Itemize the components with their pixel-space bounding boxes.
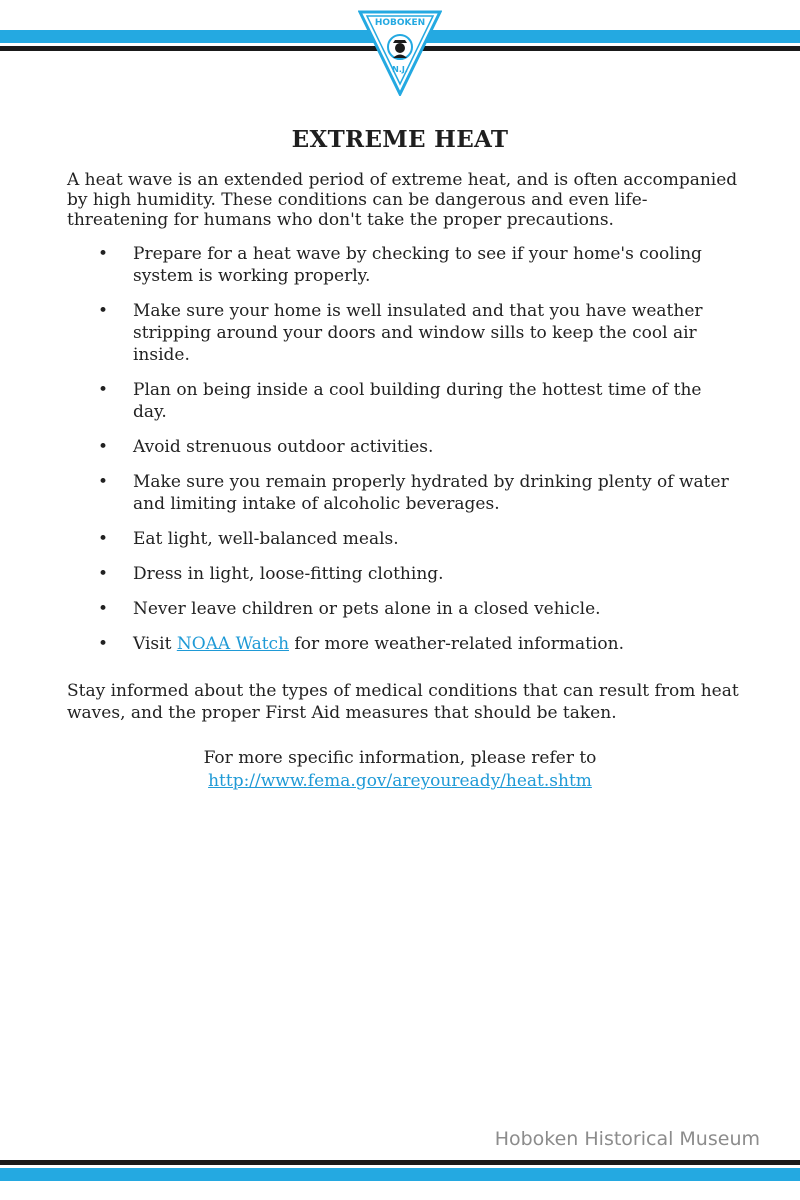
- tip-prefix: Visit: [133, 634, 177, 654]
- refer-block: [0, 747, 800, 793]
- bottom-black-band: [0, 1160, 800, 1165]
- list-item: [98, 528, 738, 550]
- tip-text: Prepare for a heat wave by checking to see if your home's cooling system is working properly.: [133, 244, 702, 286]
- list-item: [98, 243, 738, 287]
- noaa-watch-link[interactable]: NOAA Watch: [176, 634, 290, 654]
- bullet-icon: •: [98, 599, 109, 619]
- bullet-icon: •: [98, 564, 109, 584]
- list-item: [98, 300, 738, 366]
- list-item: [98, 633, 738, 655]
- fema-link[interactable]: http://www.fema.gov/areyouready/heat.shtm: [208, 771, 592, 791]
- bullet-icon: •: [98, 529, 109, 549]
- hoboken-seal-logo: [358, 10, 442, 96]
- tip-text: Eat light, well-balanced meals.: [133, 529, 399, 549]
- bullet-icon: •: [98, 244, 109, 264]
- bottom-blue-band: [0, 1168, 800, 1181]
- tip-suffix: for more weather-related information.: [289, 634, 624, 654]
- intro-paragraph: A heat wave is an extended period of extreme heat, and is often accompanied by high humidity. These conditions can be dangerous and even life-threatening for humans who don't take the proper precautions.: [67, 170, 738, 230]
- tip-text: Dress in light, loose-fitting clothing.: [133, 564, 444, 584]
- bullet-icon: •: [98, 301, 109, 321]
- outro-paragraph: Stay informed about the types of medical conditions that can result from heat waves, and the proper First Aid measures that should be taken.: [67, 681, 739, 723]
- tip-text: Never leave children or pets alone in a closed vehicle.: [133, 599, 601, 619]
- list-item: [98, 379, 738, 423]
- refer-text: For more specific information, please refer to: [203, 748, 597, 768]
- list-item: [98, 436, 738, 458]
- tip-text: Make sure you remain properly hydrated by drinking plenty of water and limiting intake of alcoholic beverages.: [133, 472, 729, 514]
- list-item: [98, 471, 738, 515]
- tip-text: Make sure your home is well insulated and that you have weather stripping around your doors and window sills to keep the cool air inside.: [133, 301, 703, 365]
- logo-bottom-text: N.J.: [392, 65, 408, 74]
- list-item: [98, 598, 738, 620]
- page-title: EXTREME HEAT: [291, 126, 509, 153]
- tips-list: [98, 243, 738, 668]
- tip-text: Plan on being inside a cool building during the hottest time of the day.: [133, 380, 702, 422]
- list-item: [98, 563, 738, 585]
- museum-watermark: Hoboken Historical Museum: [494, 1128, 760, 1150]
- logo-top-text: HOBOKEN: [374, 18, 426, 28]
- bullet-icon: •: [98, 437, 109, 457]
- bullet-icon: •: [98, 472, 109, 492]
- bullet-icon: •: [98, 380, 109, 400]
- tip-text: Avoid strenuous outdoor activities.: [133, 437, 434, 457]
- bullet-icon: •: [98, 634, 109, 654]
